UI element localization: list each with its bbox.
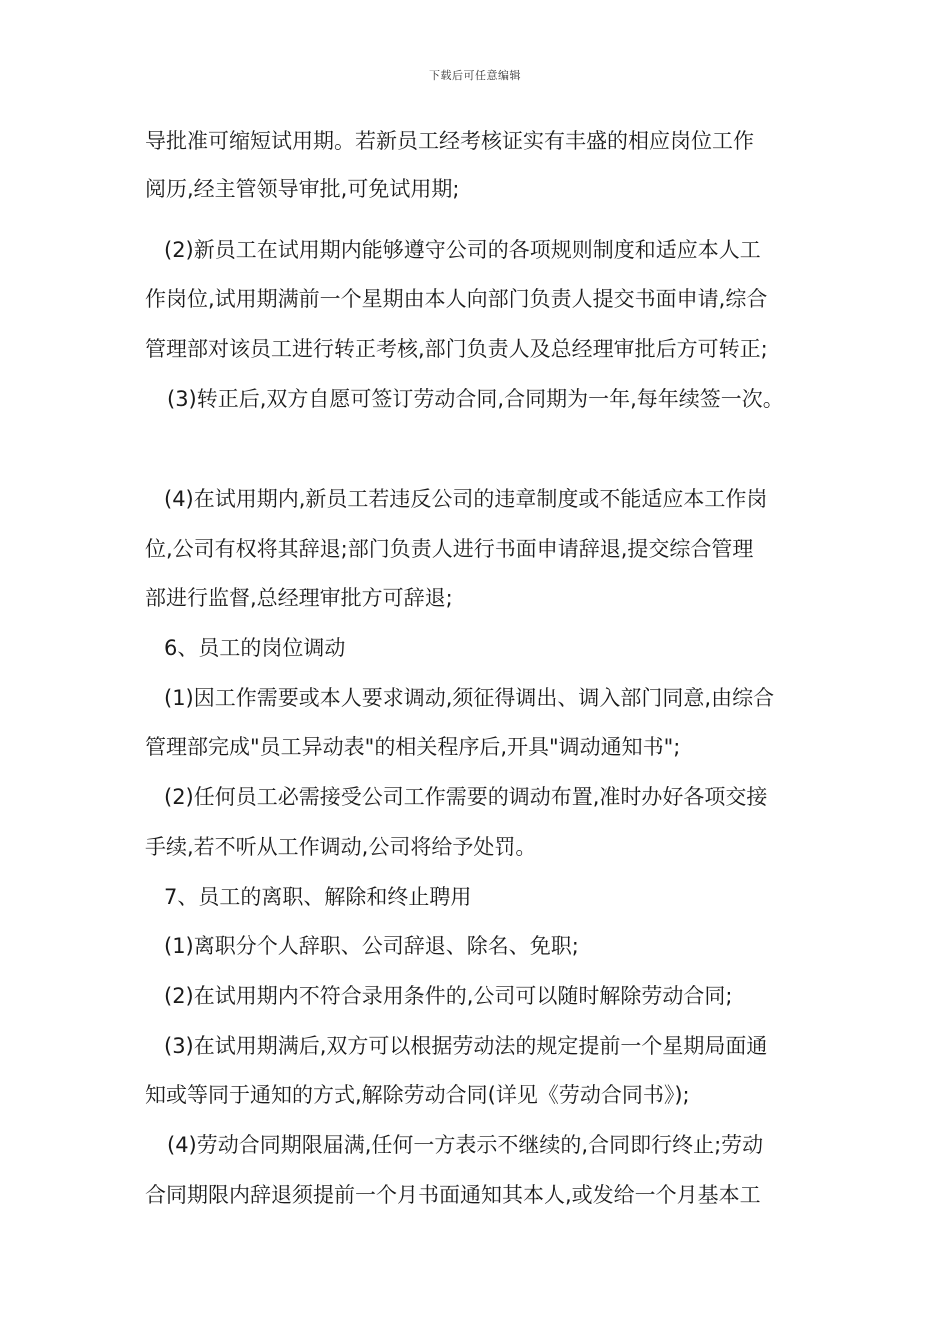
text-line: 导批准可缩短试用期。若新员工经考核证实有丰盛的相应岗位工作 <box>145 129 754 153</box>
text-line: 手续,若不听从工作调动,公司将给予处罚。 <box>145 835 537 859</box>
section-heading: 7、员工的离职、解除和终止聘用 <box>164 885 472 909</box>
text-line: 作岗位,试用期满前一个星期由本人向部门负责人提交书面申请,综合 <box>145 287 768 311</box>
text-line: 部进行监督,总经理审批方可辞退; <box>145 586 453 610</box>
text-line: (3)在试用期满后,双方可以根据劳动法的规定提前一个星期局面通 <box>164 1034 768 1058</box>
section-heading: 6、员工的岗位调动 <box>164 636 346 660</box>
text-line: (1)离职分个人辞职、公司辞退、除名、免职; <box>164 934 579 958</box>
text-line: 管理部对该员工进行转正考核,部门负责人及总经理审批后方可转正; <box>145 337 768 361</box>
text-line: (4)在试用期内,新员工若违反公司的违章制度或不能适应本工作岗 <box>164 487 768 511</box>
text-line: 知或等同于通知的方式,解除劳动合同(详见《劳动合同书》); <box>145 1083 690 1107</box>
text-line: (4)劳动合同期限届满,任何一方表示不继续的,合同即行终止;劳动 <box>167 1133 764 1157</box>
page-header: 下载后可任意编辑 <box>429 69 521 82</box>
text-line: (1)因工作需要或本人要求调动,须征得调出、调入部门同意,由综合 <box>164 686 775 710</box>
text-line: (2)在试用期内不符合录用条件的,公司可以随时解除劳动合同; <box>164 984 733 1008</box>
text-line: 管理部完成"员工异动表"的相关程序后,开具"调动通知书"; <box>145 735 681 759</box>
text-line: (3)转正后,双方自愿可签订劳动合同,合同期为一年,每年续签一次。 <box>167 387 784 411</box>
text-line: (2)新员工在试用期内能够遵守公司的各项规则制度和适应本人工 <box>164 238 761 262</box>
text-line: (2)任何员工必需接受公司工作需要的调动布置,准时办好各项交接 <box>164 785 768 809</box>
text-line: 位,公司有权将其辞退;部门负责人进行书面申请辞退,提交综合管理 <box>145 537 754 561</box>
text-line: 阅历,经主管领导审批,可免试用期; <box>145 177 460 201</box>
text-line: 合同期限内辞退须提前一个月书面通知其本人,或发给一个月基本工 <box>145 1183 761 1207</box>
